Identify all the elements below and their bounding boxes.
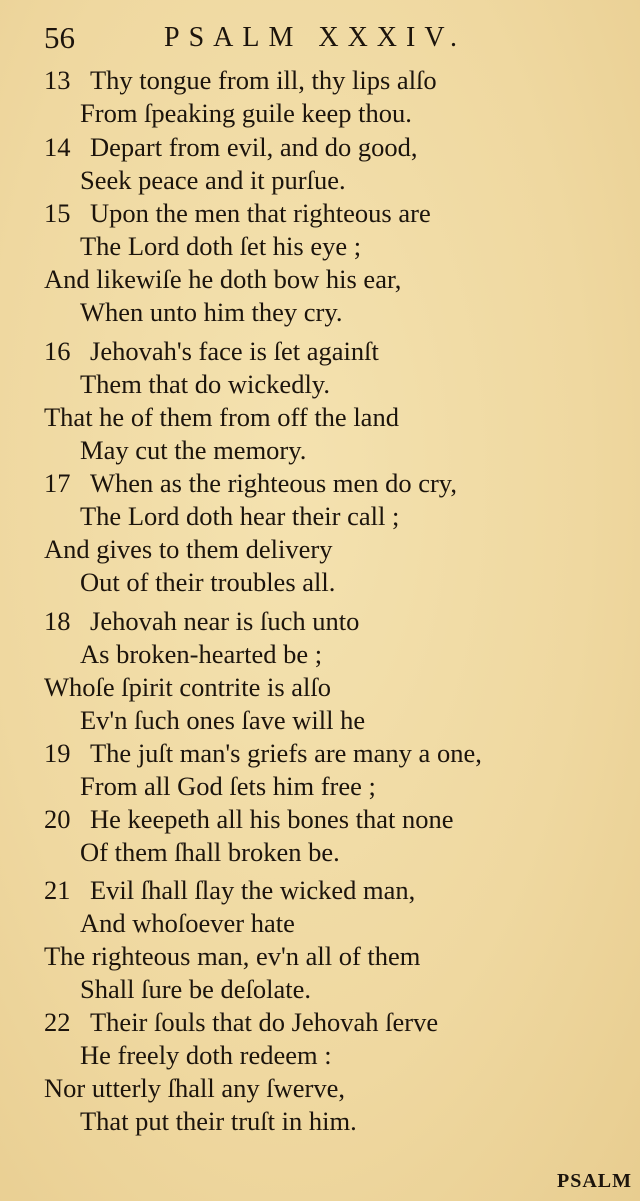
- verse-line: [44, 334, 379, 368]
- verse-text: Their ſouls that do Jehovah ſerve: [90, 1007, 439, 1037]
- verse-line: [80, 96, 412, 130]
- verse-number: 16: [44, 336, 71, 366]
- verse-line: [44, 63, 437, 97]
- verse-line: [44, 1071, 345, 1105]
- verse-line: [80, 972, 311, 1006]
- verse-line: [44, 262, 401, 296]
- verse-line: [44, 1005, 438, 1039]
- verse-line: [44, 604, 359, 638]
- verse-text: Jehovah's face is ſet againſt: [90, 336, 379, 366]
- verse-text: That he of them from off the land: [44, 402, 399, 432]
- verse-line: [80, 1038, 332, 1072]
- page-header: [44, 18, 514, 58]
- verse-line: [80, 637, 322, 671]
- running-head: PSALM XXXIV.: [164, 22, 466, 53]
- verse-number: 21: [44, 875, 71, 905]
- verse-text: When unto him they cry.: [80, 297, 343, 327]
- verse-text: From all God ſets him free ;: [80, 771, 376, 801]
- verse-number: 22: [44, 1007, 71, 1037]
- verse-line: [80, 229, 361, 263]
- verse-line: [80, 433, 306, 467]
- verse-line: [44, 196, 431, 230]
- verse-number: 14: [44, 132, 71, 162]
- verse-text: The juſt man's griefs are many a one,: [90, 738, 482, 768]
- verse-line: [80, 163, 346, 197]
- verse-text: Nor utterly ſhall any ſwerve,: [44, 1073, 345, 1103]
- verse-line: [44, 400, 399, 434]
- verse-text: When as the righteous men do cry,: [90, 468, 457, 498]
- verse-text: He keepeth all his bones that none: [90, 804, 454, 834]
- verse-line: [80, 906, 295, 940]
- verse-text: He freely doth redeem :: [80, 1040, 332, 1070]
- verse-text: That put their truſt in him.: [80, 1106, 357, 1136]
- verse-text: Thy tongue from ill, thy lips alſo: [90, 65, 437, 95]
- verse-line: [80, 769, 376, 803]
- verse-text: Jehovah near is ſuch unto: [90, 606, 360, 636]
- page-number: 56: [44, 20, 75, 55]
- verse-text: The Lord doth ſet his eye ;: [80, 231, 362, 261]
- verse-number: 18: [44, 606, 71, 636]
- verse-text: Evil ſhall ſlay the wicked man,: [90, 875, 416, 905]
- verse-line: [80, 367, 330, 401]
- verse-text: Of them ſhall broken be.: [80, 837, 340, 867]
- verse-line: [44, 670, 331, 704]
- verse-text: And whoſoever hate: [80, 908, 295, 938]
- verse-text: Seek peace and it purſue.: [80, 165, 346, 195]
- verse-line: [80, 499, 399, 533]
- verse-text: Whoſe ſpirit contrite is alſo: [44, 672, 332, 702]
- verse-number: 17: [44, 468, 71, 498]
- verse-text: Upon the men that righteous are: [90, 198, 431, 228]
- verse-line: [44, 873, 415, 907]
- verse-text: The Lord doth hear their call ;: [80, 501, 400, 531]
- verse-line: [80, 835, 340, 869]
- verse-text: And gives to them delivery: [44, 534, 333, 564]
- verse-number: 13: [44, 65, 71, 95]
- verse-line: [44, 939, 420, 973]
- verse-line: [44, 130, 418, 164]
- verse-number: 20: [44, 804, 71, 834]
- verse-text: From ſpeaking guile keep thou.: [80, 98, 412, 128]
- verse-line: [80, 565, 335, 599]
- verse-text: And likewiſe he doth bow his ear,: [44, 264, 402, 294]
- verse-text: The righteous man, ev'n all of them: [44, 941, 421, 971]
- verse-text: Shall ſure be deſolate.: [80, 974, 312, 1004]
- verse-line: [44, 532, 333, 566]
- verse-line: [80, 703, 365, 737]
- verse-text: Out of their troubles all.: [80, 567, 336, 597]
- verse-text: As broken-hearted be ;: [80, 639, 323, 669]
- catchword: PSALM: [557, 1170, 632, 1192]
- verse-text: Depart from evil, and do good,: [90, 132, 418, 162]
- verse-line: [44, 736, 482, 770]
- verse-number: 15: [44, 198, 71, 228]
- verse-text: Them that do wickedly.: [80, 369, 330, 399]
- verse-line: [44, 802, 454, 836]
- verse-number: 19: [44, 738, 71, 768]
- verse-line: [44, 466, 457, 500]
- verse-text: May cut the memory.: [80, 435, 307, 465]
- verse-text: Ev'n ſuch ones ſave will he: [80, 705, 366, 735]
- verse-line: [80, 1104, 357, 1138]
- verse-line: [80, 295, 342, 329]
